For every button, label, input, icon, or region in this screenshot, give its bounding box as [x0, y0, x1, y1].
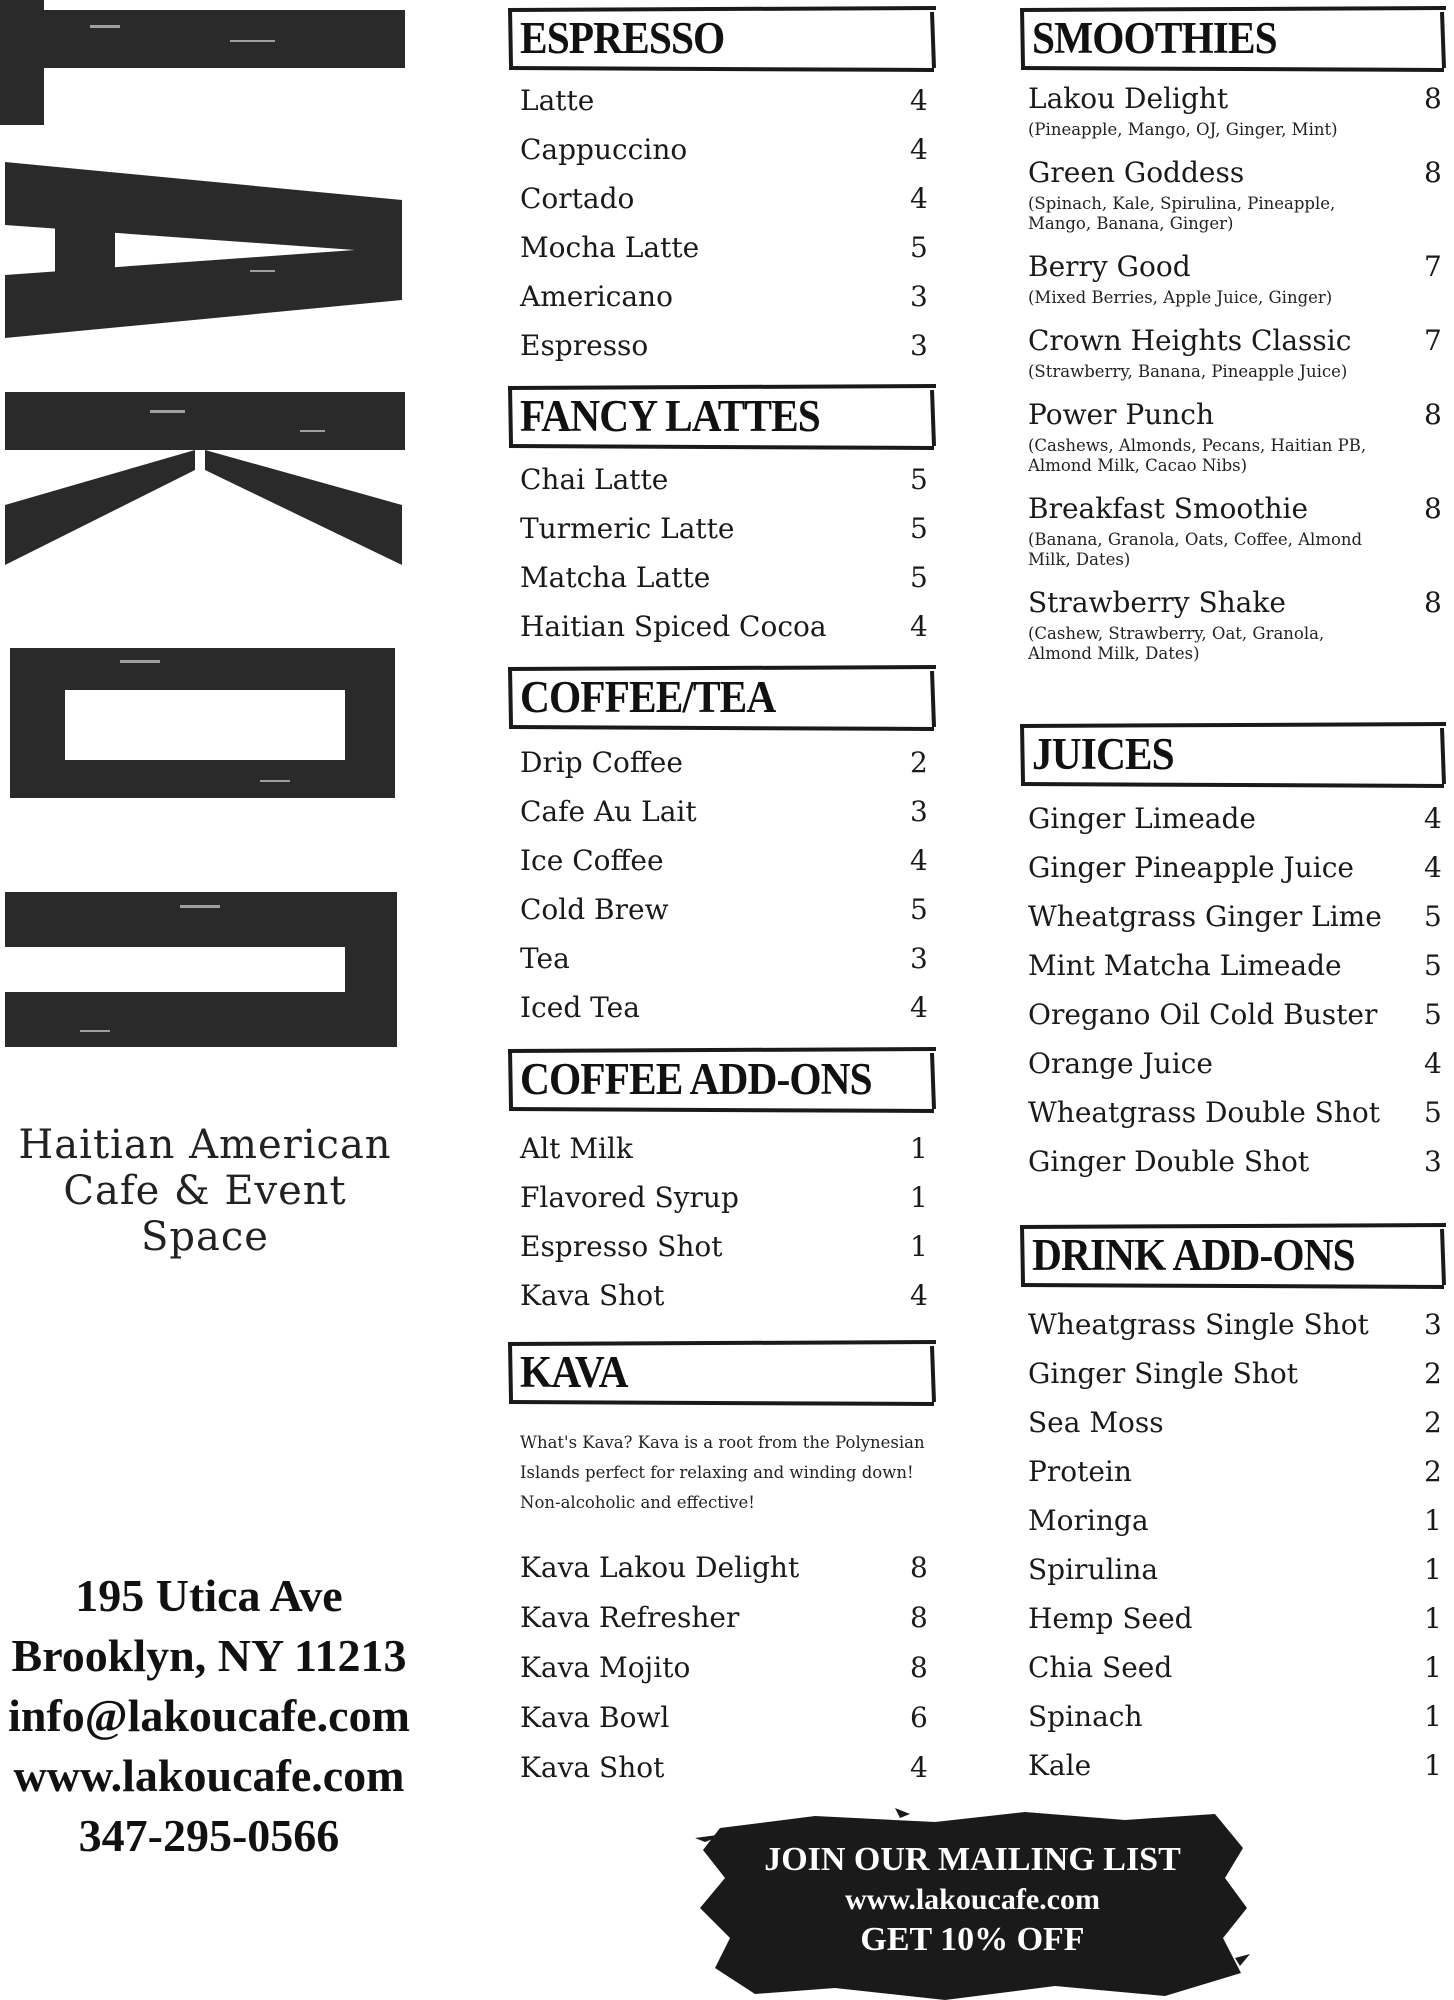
menu-item-drink-addons — [1028, 1553, 1444, 1597]
kava-note-line-3: Non-alcoholic and effective! — [520, 1493, 755, 1512]
item-name: Kale — [1028, 1749, 1092, 1782]
item-price: 8 — [910, 1551, 928, 1584]
item-name: Breakfast Smoothie — [1028, 492, 1309, 525]
menu-item-drink-addons — [1028, 1700, 1444, 1744]
item-price: 3 — [910, 942, 928, 975]
item-price: 2 — [910, 746, 928, 779]
item-name: Alt Milk — [520, 1132, 633, 1165]
item-name: Ice Coffee — [520, 844, 664, 877]
tagline-line-1: Haitian American — [18, 1122, 392, 1168]
menu-item-coffee-tea — [520, 942, 930, 986]
section-title-kava: KAVA — [520, 1347, 628, 1397]
menu-item-smoothies — [1028, 324, 1444, 381]
menu-item-coffee-tea — [520, 893, 930, 937]
menu-item-kava — [520, 1601, 930, 1645]
item-name: Kava Lakou Delight — [520, 1551, 800, 1584]
section-title-drink-addons: DRINK ADD-ONS — [1032, 1230, 1355, 1280]
item-name: Ginger Single Shot — [1028, 1357, 1298, 1390]
item-price: 5 — [1424, 998, 1442, 1031]
section-header-fancy-lattes — [506, 384, 938, 448]
lakou-logo-icon — [0, 0, 410, 1060]
item-name: Ginger Double Shot — [1028, 1145, 1310, 1178]
item-name: Green Goddess — [1028, 156, 1245, 189]
item-price: 4 — [1424, 851, 1442, 884]
item-name: Power Punch — [1028, 398, 1215, 431]
item-name: Strawberry Shake — [1028, 586, 1286, 619]
item-price: 3 — [1424, 1308, 1442, 1341]
section-header-kava — [506, 1340, 938, 1404]
brand-logo — [0, 0, 410, 1060]
section-title-fancy-lattes: FANCY LATTES — [520, 391, 820, 441]
item-name: Flavored Syrup — [520, 1181, 739, 1214]
contact-phone[interactable]: 347-295-0566 — [78, 1810, 340, 1861]
item-price: 1 — [1424, 1749, 1442, 1782]
section-title-coffee-tea: COFFEE/TEA — [520, 672, 776, 722]
item-name: Berry Good — [1028, 250, 1191, 283]
item-name: Kava Refresher — [520, 1601, 740, 1634]
item-price: 4 — [910, 133, 928, 166]
item-price: 1 — [1424, 1504, 1442, 1537]
item-name: Protein — [1028, 1455, 1132, 1488]
item-name: Kava Bowl — [520, 1701, 670, 1734]
menu-item-juices — [1028, 998, 1444, 1042]
menu-item-coffee-addons — [520, 1181, 930, 1225]
section-title-espresso: ESPRESSO — [520, 13, 725, 63]
tagline-line-2: Cafe & Event Space — [63, 1168, 347, 1260]
menu-item-drink-addons — [1028, 1749, 1444, 1793]
item-name: Tea — [520, 942, 570, 975]
item-price: 1 — [910, 1181, 928, 1214]
menu-item-coffee-tea — [520, 844, 930, 888]
item-price: 2 — [1424, 1455, 1442, 1488]
item-price: 5 — [1424, 949, 1442, 982]
item-price: 7 — [1424, 250, 1442, 283]
item-name: Crown Heights Classic — [1028, 324, 1352, 357]
item-description: (Cashew, Strawberry, Oat, Granola, Almond Milk, Dates) — [1028, 624, 1325, 663]
item-name: Turmeric Latte — [520, 512, 735, 545]
item-name: Wheatgrass Single Shot — [1028, 1308, 1369, 1341]
item-price: 5 — [910, 561, 928, 594]
menu-item-smoothies — [1028, 492, 1444, 569]
section-header-drink-addons — [1018, 1223, 1448, 1287]
promo-line-3: GET 10% OFF — [860, 1921, 1085, 1958]
menu-item-espresso — [520, 84, 930, 128]
section-header-smoothies — [1018, 6, 1448, 70]
menu-item-espresso — [520, 133, 930, 177]
item-name: Chai Latte — [520, 463, 669, 496]
item-price: 5 — [1424, 1096, 1442, 1129]
item-price: 4 — [910, 1279, 928, 1312]
menu-item-drink-addons — [1028, 1357, 1444, 1401]
menu-item-juices — [1028, 851, 1444, 895]
section-header-espresso — [506, 6, 938, 70]
promo-line-1: JOIN OUR MAILING LIST — [764, 1841, 1181, 1878]
kava-note-line-2: Islands perfect for relaxing and winding down! — [520, 1463, 914, 1482]
item-price: 3 — [910, 329, 928, 362]
item-name: Latte — [520, 84, 595, 117]
item-price: 8 — [1424, 398, 1442, 431]
item-name: Hemp Seed — [1028, 1602, 1193, 1635]
item-price: 2 — [1424, 1357, 1442, 1390]
menu-item-coffee-tea — [520, 795, 930, 839]
menu-item-coffee-tea — [520, 746, 930, 790]
mailing-list-badge[interactable] — [695, 1808, 1250, 2000]
item-price: 4 — [1424, 1047, 1442, 1080]
item-name: Orange Juice — [1028, 1047, 1213, 1080]
item-name: Espresso Shot — [520, 1230, 723, 1263]
menu-item-smoothies — [1028, 156, 1444, 233]
item-price: 8 — [1424, 82, 1442, 115]
contact-email[interactable]: info@lakoucafe.com — [8, 1690, 410, 1741]
item-name: Ginger Limeade — [1028, 802, 1256, 835]
item-description: (Strawberry, Banana, Pineapple Juice) — [1028, 362, 1348, 381]
menu-item-espresso — [520, 329, 930, 373]
menu-item-kava — [520, 1551, 930, 1595]
item-price: 8 — [1424, 156, 1442, 189]
menu-item-fancy-lattes — [520, 561, 930, 605]
section-title-coffee-addons: COFFEE ADD-ONS — [520, 1054, 872, 1104]
item-price: 7 — [1424, 324, 1442, 357]
item-name: Oregano Oil Cold Buster — [1028, 998, 1378, 1031]
menu-item-coffee-addons — [520, 1279, 930, 1323]
menu-item-drink-addons — [1028, 1406, 1444, 1450]
item-name: Ginger Pineapple Juice — [1028, 851, 1354, 884]
item-name: Kava Shot — [520, 1751, 665, 1784]
item-price: 1 — [1424, 1700, 1442, 1733]
item-name: Matcha Latte — [520, 561, 711, 594]
menu-item-kava — [520, 1751, 930, 1795]
menu-item-smoothies — [1028, 250, 1444, 307]
item-price: 4 — [1424, 802, 1442, 835]
item-price: 1 — [1424, 1553, 1442, 1586]
item-price: 4 — [910, 844, 928, 877]
section-title-juices: JUICES — [1032, 729, 1174, 779]
item-price: 5 — [910, 463, 928, 496]
menu-item-juices — [1028, 802, 1444, 846]
menu-item-drink-addons — [1028, 1308, 1444, 1352]
section-header-coffee-tea — [506, 665, 938, 729]
item-name: Cold Brew — [520, 893, 669, 926]
item-price: 8 — [910, 1601, 928, 1634]
item-description: (Pineapple, Mango, OJ, Ginger, Mint) — [1028, 120, 1338, 139]
menu-item-kava — [520, 1651, 930, 1695]
address-street: 195 Utica Ave — [75, 1570, 343, 1621]
kava-description — [520, 1428, 950, 1518]
item-name: Espresso — [520, 329, 649, 362]
menu-item-kava — [520, 1701, 930, 1745]
item-price: 6 — [910, 1701, 928, 1734]
item-name: Moringa — [1028, 1504, 1149, 1537]
item-name: Haitian Spiced Cocoa — [520, 610, 827, 643]
menu-item-espresso — [520, 231, 930, 275]
item-name: Cafe Au Lait — [520, 795, 697, 828]
menu-item-juices — [1028, 949, 1444, 993]
menu-item-smoothies — [1028, 82, 1444, 139]
item-name: Kava Shot — [520, 1279, 665, 1312]
item-price: 2 — [1424, 1406, 1442, 1439]
menu-item-fancy-lattes — [520, 610, 930, 654]
menu-item-juices — [1028, 1145, 1444, 1189]
menu-item-drink-addons — [1028, 1651, 1444, 1695]
item-price: 4 — [910, 991, 928, 1024]
item-name: Spinach — [1028, 1700, 1143, 1733]
item-name: Cortado — [520, 182, 635, 215]
menu-item-espresso — [520, 182, 930, 226]
item-name: Kava Mojito — [520, 1651, 691, 1684]
item-description: (Cashews, Almonds, Pecans, Haitian PB, Almond Milk, Cacao Nibs) — [1028, 436, 1367, 475]
section-header-juices — [1018, 722, 1448, 786]
item-name: Cappuccino — [520, 133, 688, 166]
item-name: Chia Seed — [1028, 1651, 1173, 1684]
promo-line-2[interactable]: www.lakoucafe.com — [845, 1883, 1100, 1916]
item-price: 3 — [910, 280, 928, 313]
item-name: Wheatgrass Ginger Lime — [1028, 900, 1382, 933]
item-name: Iced Tea — [520, 991, 640, 1024]
item-price: 3 — [910, 795, 928, 828]
menu-item-coffee-addons — [520, 1230, 930, 1274]
menu-item-juices — [1028, 1096, 1444, 1140]
menu-item-fancy-lattes — [520, 512, 930, 556]
menu-item-drink-addons — [1028, 1602, 1444, 1646]
item-price: 8 — [1424, 492, 1442, 525]
item-price: 5 — [910, 512, 928, 545]
item-name: Americano — [520, 280, 673, 313]
menu-item-juices — [1028, 1047, 1444, 1091]
item-name: Mint Matcha Limeade — [1028, 949, 1342, 982]
item-name: Sea Moss — [1028, 1406, 1164, 1439]
item-name: Lakou Delight — [1028, 82, 1229, 115]
item-price: 1 — [1424, 1651, 1442, 1684]
item-description: (Mixed Berries, Apple Juice, Ginger) — [1028, 288, 1333, 307]
item-price: 5 — [1424, 900, 1442, 933]
menu-item-smoothies — [1028, 586, 1444, 663]
menu-item-juices — [1028, 900, 1444, 944]
contact-website[interactable]: www.lakoucafe.com — [13, 1750, 405, 1801]
item-name: Wheatgrass Double Shot — [1028, 1096, 1380, 1129]
item-price: 4 — [910, 1751, 928, 1784]
item-description: (Spinach, Kale, Spirulina, Pineapple, Mango, Banana, Ginger) — [1028, 194, 1336, 233]
menu-item-drink-addons — [1028, 1504, 1444, 1548]
item-price: 5 — [910, 231, 928, 264]
item-price: 4 — [910, 610, 928, 643]
item-description: (Banana, Granola, Oats, Coffee, Almond Milk, Dates) — [1028, 530, 1363, 569]
item-price: 1 — [910, 1230, 928, 1263]
item-price: 1 — [1424, 1602, 1442, 1635]
item-price: 3 — [1424, 1145, 1442, 1178]
kava-note-line-1: What's Kava? Kava is a root from the Polynesian — [520, 1433, 925, 1452]
item-price: 4 — [910, 84, 928, 117]
menu-item-fancy-lattes — [520, 463, 930, 507]
item-price: 4 — [910, 182, 928, 215]
menu-item-smoothies — [1028, 398, 1444, 475]
menu-item-espresso — [520, 280, 930, 324]
item-price: 5 — [910, 893, 928, 926]
menu-item-coffee-addons — [520, 1132, 930, 1176]
address-city: Brooklyn, NY 11213 — [11, 1630, 407, 1681]
menu-item-drink-addons — [1028, 1455, 1444, 1499]
item-name: Spirulina — [1028, 1553, 1159, 1586]
item-price: 8 — [1424, 586, 1442, 619]
section-header-coffee-addons — [506, 1047, 938, 1111]
item-price: 1 — [910, 1132, 928, 1165]
item-price: 8 — [910, 1651, 928, 1684]
item-name: Drip Coffee — [520, 746, 683, 779]
section-title-smoothies: SMOOTHIES — [1032, 13, 1277, 63]
menu-item-coffee-tea — [520, 991, 930, 1035]
item-name: Mocha Latte — [520, 231, 700, 264]
